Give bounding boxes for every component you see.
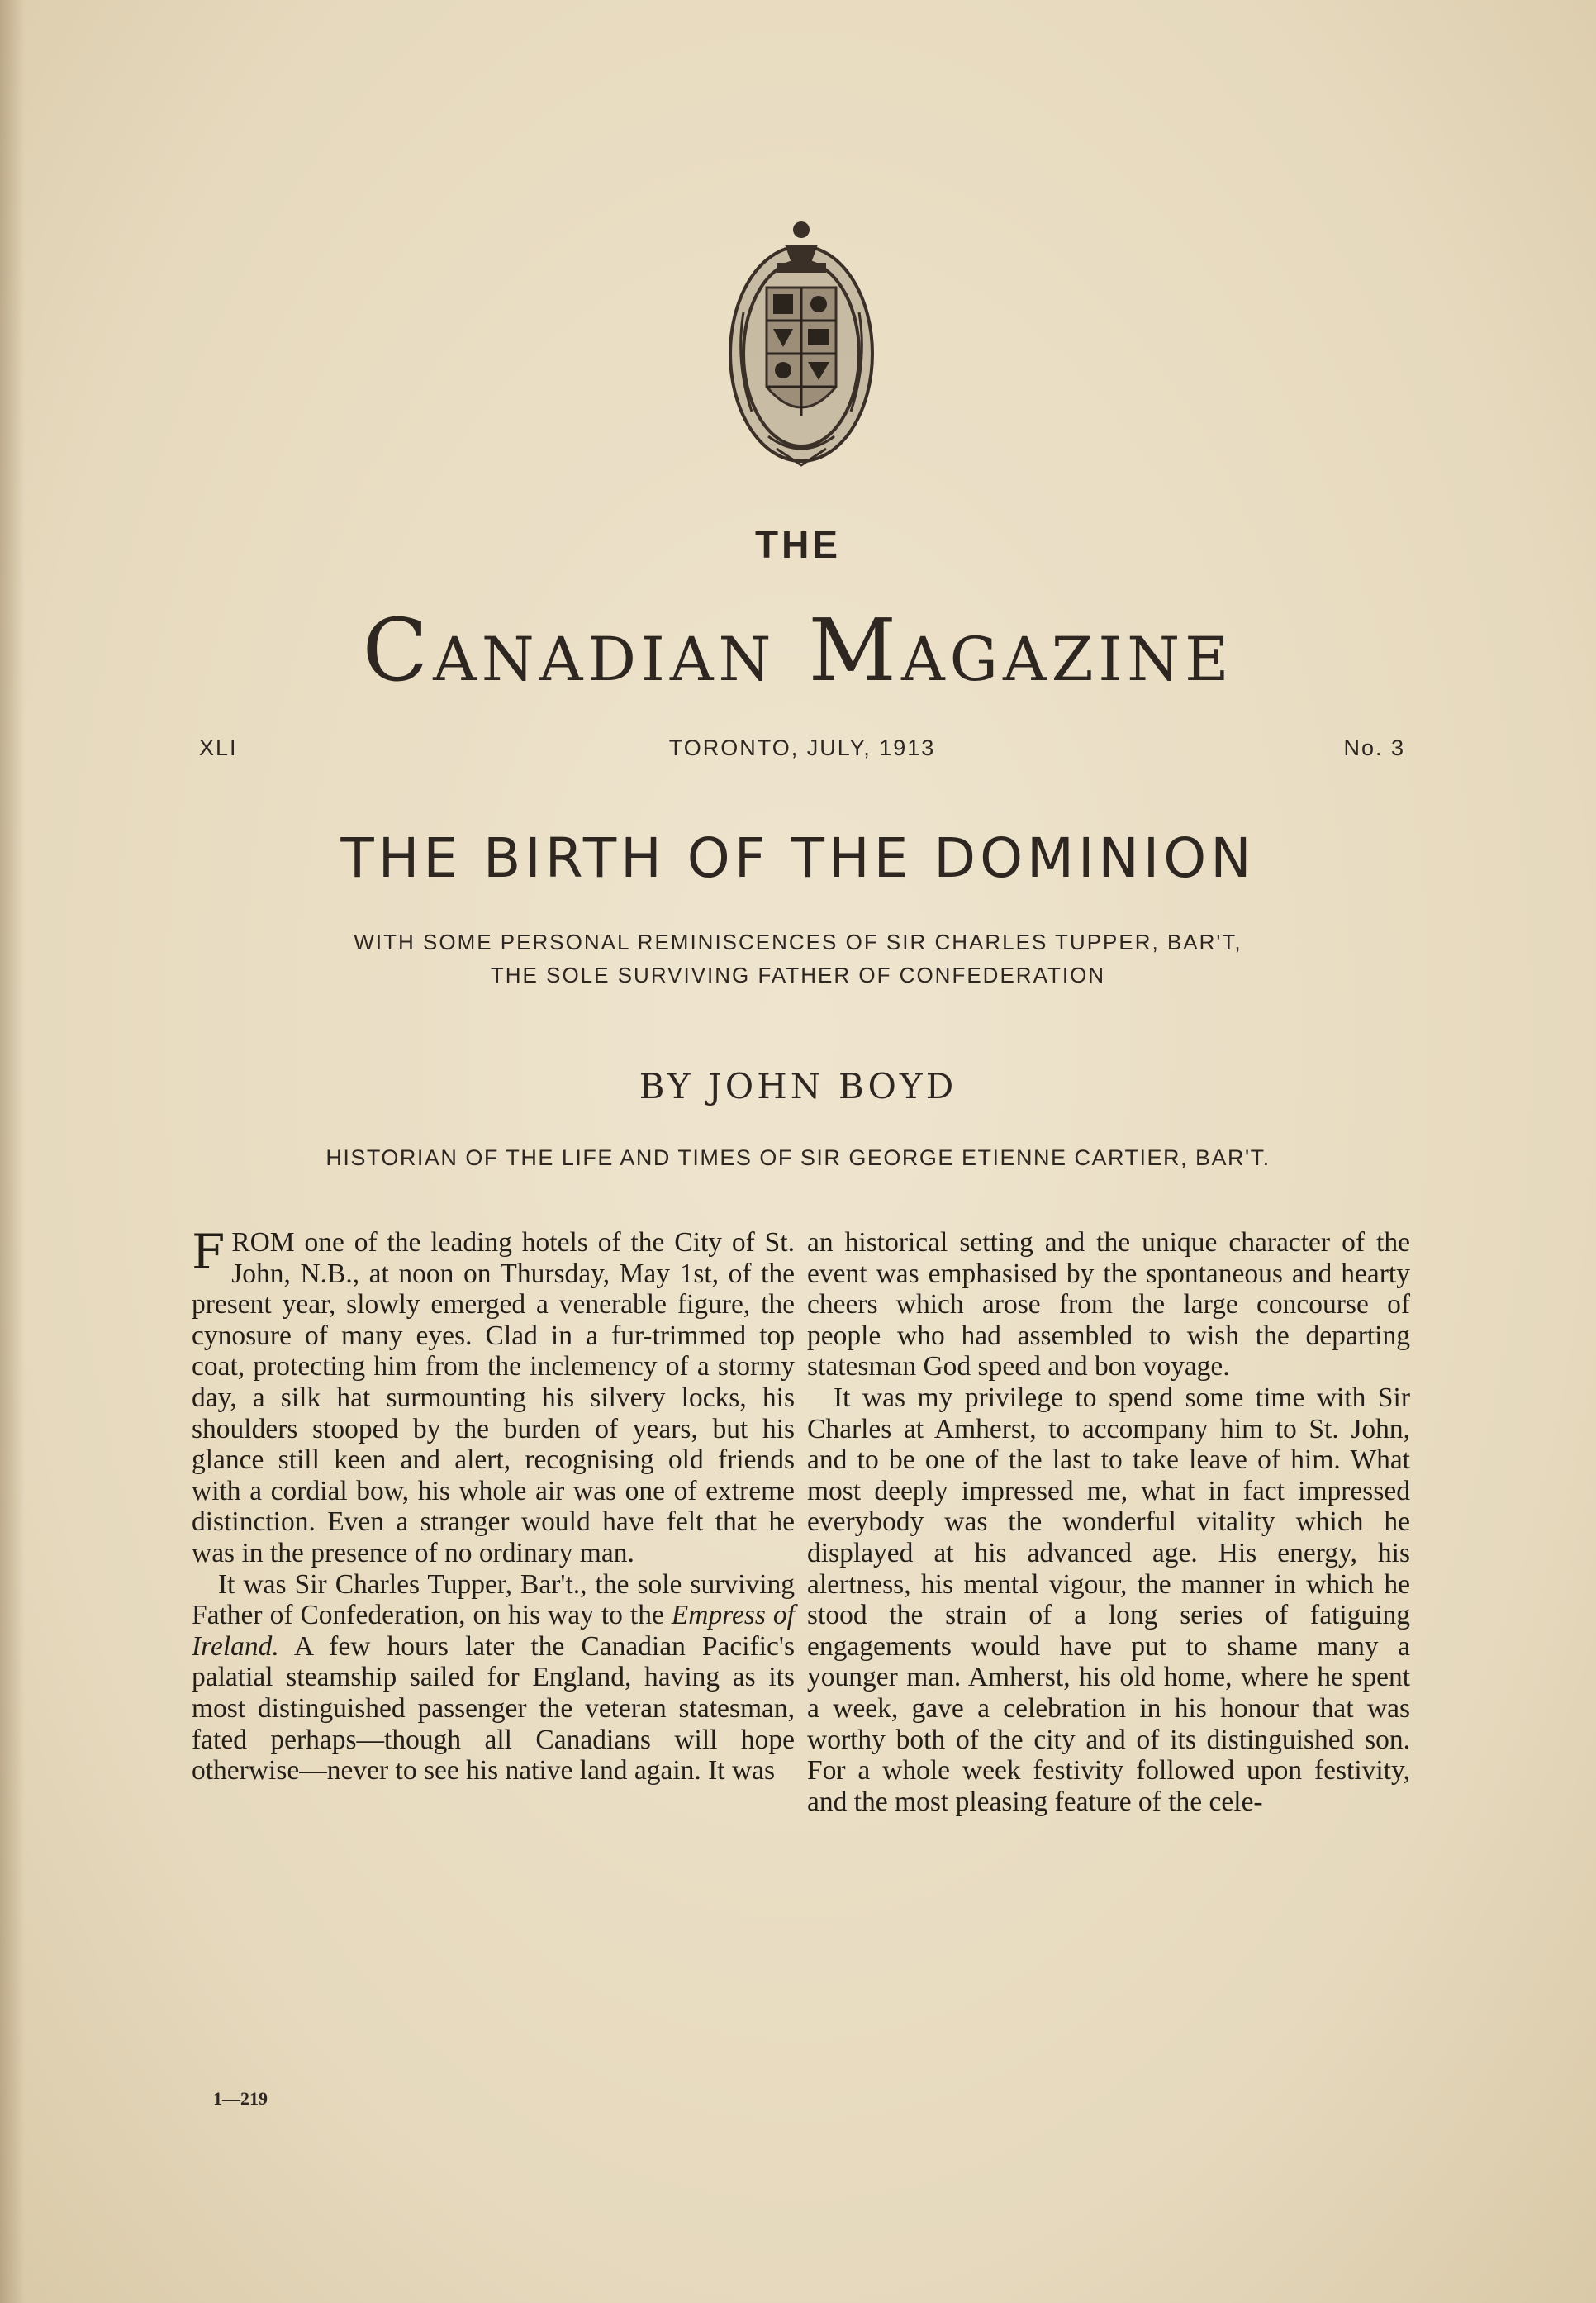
paragraph-2-text-a: It was Sir Charles Tupper, Bar't., the sole surviving Father of Confederation, on his way to the	[192, 1568, 795, 1631]
paragraph-4: It was my privilege to spend some time with Sir Charles at Amherst, to accompany him to St. John, and to be one of the last to take leave of him. What most deeply impressed me, what in fact impressed everybody was the wonderful vitality which he displayed at his advanced age. His energy, his alertness, his mental vigour, the manner in which he stood the strain of a long series of fatiguing engagements would have put to shame many a younger man. Amherst, his old home, where he spent a week, gave a celebration in his honour that was worthy both of the city and of its distinguished son. For a whole week festivity followed upon festivity, and the most pleasing feature of the cele-	[807, 1382, 1410, 1817]
subtitle-line-2: THE SOLE SURVIVING FATHER OF CONFEDERATION	[490, 963, 1106, 987]
issue-info-row	[199, 735, 1405, 768]
author-affiliation: HISTORIAN OF THE LIFE AND TIMES OF SIR GEORGE ETIENNE CARTIER, BAR'T.	[325, 1145, 1271, 1170]
author-byline: BY JOHN BOYD	[639, 1066, 957, 1106]
drop-cap: F	[192, 1224, 226, 1280]
magazine-title: Canadian Magazine	[362, 600, 1234, 701]
page-folio: 1—219	[213, 2088, 268, 2109]
paragraph-1	[192, 1224, 795, 1569]
paragraph-2	[192, 1569, 795, 1787]
coat-of-arms-crest-icon	[719, 213, 884, 478]
article-subtitle	[0, 925, 1596, 992]
issue-place-date: TORONTO, JULY, 1913	[668, 735, 936, 760]
article-title: THE BIRTH OF THE DOMINION	[340, 826, 1256, 890]
issue-number: No. 3	[1343, 735, 1405, 760]
paragraph-3: an historical setting and the unique character of the event was emphasised by the spontaneous and hearty cheers which arose from the large concourse of people who had assembled to wish the departing statesman God speed and bon voyage.	[807, 1227, 1410, 1382]
masthead-the: THE	[755, 523, 841, 566]
volume-number: XLI	[199, 735, 238, 760]
subtitle-line-1: WITH SOME PERSONAL REMINISCENCES OF SIR CHARLES TUPPER, BAR'T,	[354, 930, 1242, 954]
text-column-left	[192, 1224, 795, 1787]
text-column-right	[807, 1227, 1410, 1817]
paragraph-2-text-b: A few hours later the Canadian Pacific's palatial steamship sailed for England, having as its most distinguished passenger the veteran statesman, fated perhaps—though all Canadians will hope otherwise—never to see his native land again. It was	[192, 1630, 795, 1787]
paragraph-1-text: ROM one of the leading hotels of the City of St. John, N.B., at noon on Thursday, May 1st, of the present year, slowly emerged a venerable figure, the cynosure of many eyes. Clad in a fur-trimmed top coat, protecting him from the inclemency of a stormy day, a silk hat surmounting his silvery locks, his shoulders stooped by the burden of years, but his glance still keen and alert, recognising old friends with a cordial bow, his whole air was one of extreme distinction. Even a stranger would have felt that he was in the presence of no ordinary man.	[192, 1227, 795, 1568]
ship-name: Empress of Ireland.	[192, 1600, 795, 1662]
